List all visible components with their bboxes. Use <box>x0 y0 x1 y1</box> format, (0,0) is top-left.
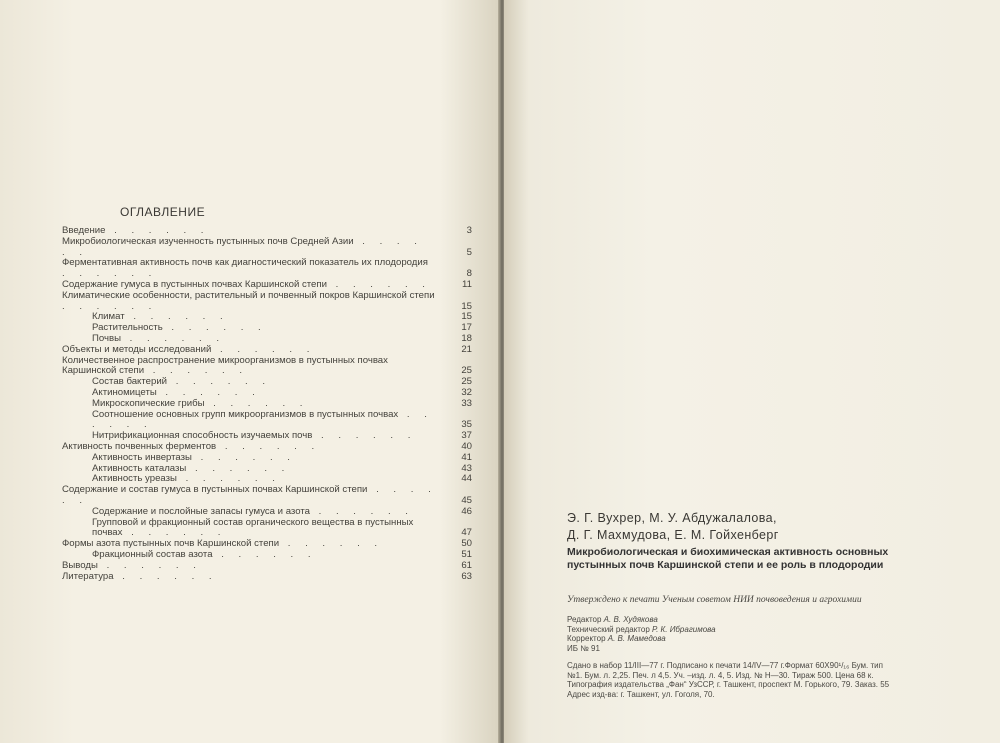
toc-entry-title: Активность инвертазы . . . . . . <box>92 451 296 463</box>
imprint-line: №1. Бум. л. 2,25. Печ. л 4,5. Уч. –изд. л. 4, 5. Изд. № Н—30. Тираж 500. Цена 68 к. <box>567 670 874 680</box>
toc-page-number: 46 <box>461 505 472 517</box>
toc-page-number: 8 <box>466 268 472 280</box>
corrector-label: Корректор <box>567 634 606 644</box>
tech-editor-name: Р. К. Ибрагимова <box>652 624 716 634</box>
toc-leader-dots: . . . . . . <box>279 538 384 550</box>
toc-leader-dots: . . . . . . <box>92 408 433 431</box>
toc-page-number: 25 <box>461 365 472 377</box>
toc-entry-title: Активность уреазы . . . . . . <box>92 473 281 485</box>
authors <box>567 510 779 544</box>
toc-page-number: 50 <box>461 538 472 550</box>
book-title-line: пустынных почв Каршинской степи и ее роль в плодородии <box>567 559 884 571</box>
toc-entry <box>62 356 472 378</box>
toc-entry-title: Соотношение основных групп микроорганизмов в пустынных почвах . . . . . . <box>92 408 433 431</box>
corrector-credit <box>567 634 716 644</box>
toc-page-number: 15 <box>461 311 472 323</box>
imprint-line: Сдано в набор 11/III—77 г. Подписано к печати 14/IV—77 г.Формат 60Х90¹/₁₆ Бум. тип <box>567 661 883 670</box>
toc-entry-title: Объекты и методы исследований . . . . . . <box>62 343 316 355</box>
corrector-name: А. В. Мамедова <box>607 634 666 644</box>
toc-entry-title: Состав бактерий . . . . . . <box>92 376 272 388</box>
toc-page-number: 40 <box>461 440 472 452</box>
toc-leader-dots: . . . . . . <box>156 386 261 398</box>
toc-entry-title: Содержание и послойные запасы гумуса и азота . . . . . . <box>92 505 414 517</box>
toc-page-number: 51 <box>461 548 472 560</box>
imprint-line: Типография издательства „Фан“ УзССР, г. Ташкент, проспект М. Горького, 79. Заказ. 55 <box>567 680 890 690</box>
toc-page-number: 63 <box>461 570 472 582</box>
toc-entry <box>62 258 472 280</box>
toc-entry-title: Нитрификационная способность изучаемых почв . . . . . . <box>92 430 417 442</box>
imprint <box>567 661 967 699</box>
toc-leader-dots: . . . . . . <box>121 332 226 344</box>
editor-name: А. В. Худякова <box>603 615 658 624</box>
toc-entry <box>62 518 472 540</box>
toc-leader-dots: . . . . . . <box>326 278 431 290</box>
tech-editor-label: Технический редактор <box>567 624 650 634</box>
credits <box>567 615 716 653</box>
toc-entry <box>62 410 472 432</box>
toc-entry-title: Выводы . . . . . . <box>62 559 202 571</box>
approval-note: Утверждено к печати Ученым советом НИИ почвоведения и агрохимии <box>567 595 862 605</box>
toc-entry <box>62 572 472 583</box>
toc-leader-dots: . . . . . . <box>62 300 158 312</box>
editor-label: Редактор <box>567 615 602 624</box>
toc-entry-title: Ферментативная активность почв как диагностический показатель их плодородия . . . . . . <box>62 257 428 280</box>
toc-page-number: 45 <box>461 494 472 506</box>
toc-entry <box>62 291 472 313</box>
authors-line: Д. Г. Махмудова, Е. М. Гойхенберг <box>567 528 779 542</box>
toc-entry-title: Климат . . . . . . <box>92 311 229 323</box>
toc-entry-title: Активность почвенных ферментов . . . . . . <box>62 440 321 452</box>
toc-page-number: 21 <box>461 343 472 355</box>
toc-entry-title: Фракционный состав азота . . . . . . <box>92 548 317 560</box>
toc-entry <box>62 485 472 507</box>
toc-page-number: 33 <box>461 397 472 409</box>
toc-leader-dots: . . . . . . <box>113 570 218 582</box>
authors-line: Э. Г. Вухрер, М. У. Абдужалалова, <box>567 511 777 525</box>
toc-entry-title: Содержание гумуса в пустынных почвах Каршинской степи . . . . . . <box>62 278 431 290</box>
toc-entry-title: Литература . . . . . . <box>62 570 218 582</box>
toc-page-number: 11 <box>462 278 472 290</box>
toc-page-number: 37 <box>461 430 472 442</box>
toc-page-number: 25 <box>461 376 472 388</box>
toc-entry-title: Климатические особенности, растительный и почвенный покров Каршинской степи . . . . . . <box>62 289 435 312</box>
ib-number: ИБ № 91 <box>567 643 600 653</box>
toc-page-number: 3 <box>466 225 472 236</box>
toc-leader-dots: . . . . . . <box>186 462 291 474</box>
toc-leader-dots: . . . . . . <box>191 451 296 463</box>
toc-entry-title: Растительность . . . . . . <box>92 322 267 334</box>
tech-editor-credit <box>567 625 716 635</box>
toc-leader-dots: . . . . . . <box>167 376 272 388</box>
toc-title: ОГЛАВЛЕНИЕ <box>120 205 206 219</box>
toc-page-number: 15 <box>461 300 472 312</box>
toc-page-number: 35 <box>461 419 472 431</box>
toc-page-number: 5 <box>466 246 472 258</box>
toc-page-number: 32 <box>461 386 472 398</box>
toc-leader-dots: . . . . . . <box>62 235 423 258</box>
toc-page-number: 17 <box>461 322 472 334</box>
toc-leader-dots: . . . . . . <box>204 397 309 409</box>
toc-leader-dots: . . . . . . <box>162 322 267 334</box>
toc-entry-title: Количественное распространение микроорганизмов в пустынных почвах Каршинской степи . . . . . . <box>62 354 388 377</box>
toc-page-number: 41 <box>461 451 472 463</box>
toc-page-number: 43 <box>461 462 472 474</box>
editor-credit <box>567 615 716 625</box>
book-title <box>567 546 888 572</box>
toc-entry-title: Микроскопические грибы . . . . . . <box>92 397 309 409</box>
toc-leader-dots: . . . . . . <box>97 559 202 571</box>
toc-leader-dots: . . . . . . <box>211 343 316 355</box>
toc-entry <box>62 345 472 356</box>
book-title-line: Микробиологическая и биохимическая активность основных <box>567 546 889 558</box>
toc-page-number: 18 <box>461 332 472 344</box>
toc-page-number: 61 <box>461 559 472 571</box>
toc-entry-title: Почвы . . . . . . <box>92 332 226 344</box>
toc-entry-title: Введение . . . . . . <box>62 225 210 236</box>
toc-page-number: 44 <box>461 473 472 485</box>
toc-entry <box>62 507 472 518</box>
toc-leader-dots: . . . . . . <box>216 440 321 452</box>
toc-leader-dots: . . . . . . <box>62 484 437 506</box>
toc-entry-title: Актиномицеты . . . . . . <box>92 386 261 398</box>
toc-leader-dots: . . . . . . <box>212 548 317 560</box>
toc-leader-dots: . . . . . . <box>176 473 281 485</box>
toc-entry-title: Формы азота пустынных почв Каршинской степи . . . . . . <box>62 538 384 550</box>
toc-leader-dots: . . . . . . <box>309 505 414 517</box>
toc-leader-dots: . . . . . . <box>144 365 249 377</box>
toc-leader-dots: . . . . . . <box>312 430 417 442</box>
toc-entry-title: Микробиологическая изученность пустынных почв Средней Азии . . . . . . <box>62 235 423 258</box>
toc-leader-dots: . . . . . . <box>122 527 227 539</box>
toc-entry <box>62 237 472 259</box>
toc-entry-title: Активность каталазы . . . . . . <box>92 462 291 474</box>
toc-page-number: 47 <box>461 527 472 539</box>
toc-leader-dots: . . . . . . <box>62 268 158 280</box>
toc-entry-title: Содержание и состав гумуса в пустынных почвах Каршинской степи . . . . . . <box>62 484 437 506</box>
table-of-contents <box>62 226 472 582</box>
toc-leader-dots: . . . . . . <box>124 311 229 323</box>
toc-leader-dots: . . . . . . <box>105 225 210 236</box>
imprint-line: Адрес изд-ва: г. Ташкент, ул. Гоголя, 70. <box>567 689 715 699</box>
toc-entry-title: Групповой и фракционный состав органического вещества в пустынных почвах . . . . . . <box>92 516 414 539</box>
